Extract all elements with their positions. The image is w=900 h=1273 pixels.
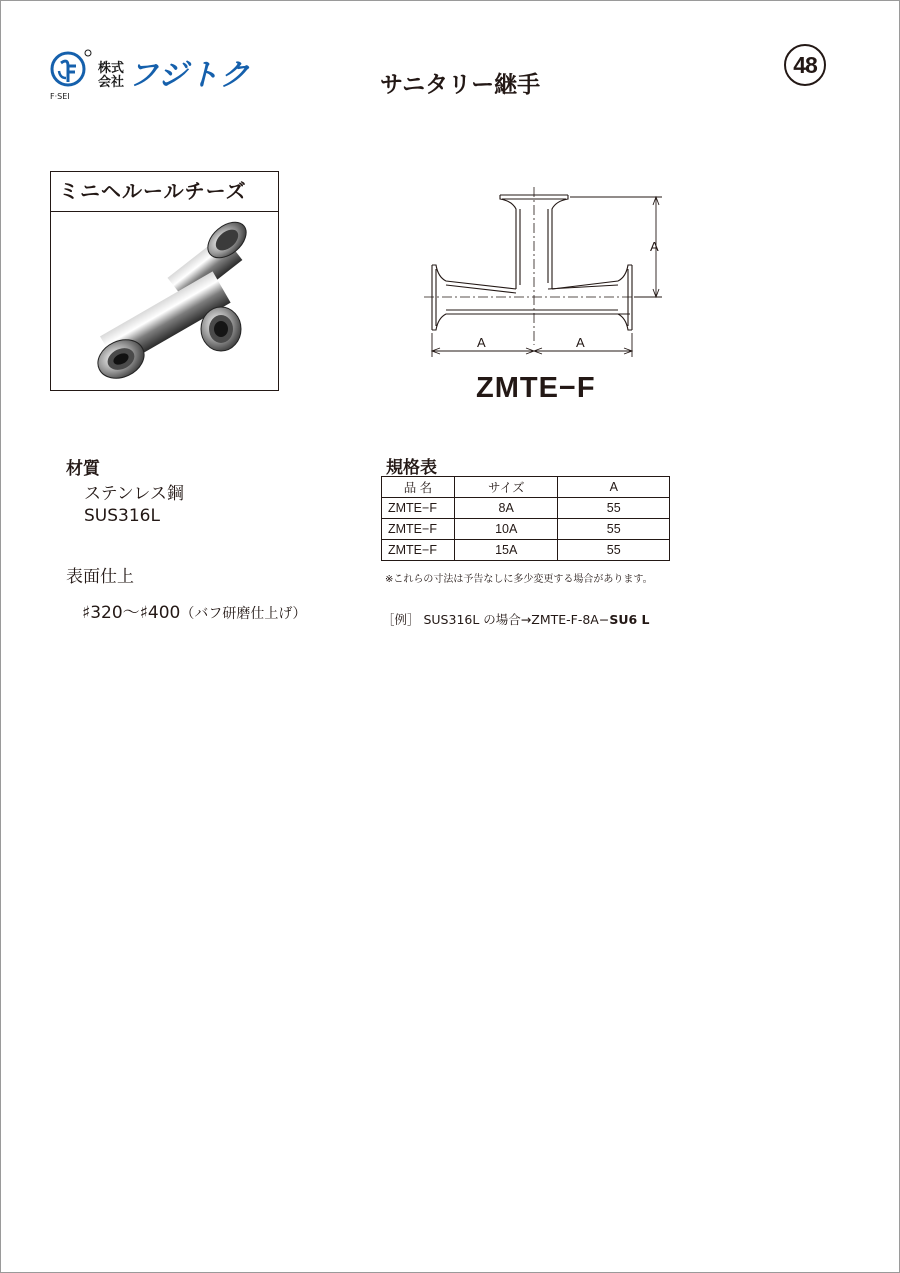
cell-a: 55	[558, 540, 670, 561]
material-line: SUS316L	[84, 506, 160, 526]
dimension-label-left: A	[477, 335, 486, 350]
cell-name: ZMTE−F	[382, 540, 455, 561]
finish-text	[82, 598, 306, 623]
example-suffix: SU6 L	[609, 612, 650, 627]
finish-heading: 表面仕上	[66, 567, 134, 587]
table-row	[382, 540, 670, 561]
material-heading: 材質	[66, 459, 100, 479]
cell-name: ZMTE−F	[382, 519, 455, 540]
spec-heading: 規格表	[386, 458, 437, 478]
finish-value: ♯320〜♯400	[82, 603, 181, 623]
cell-size: 8A	[454, 498, 558, 519]
table-row	[382, 519, 670, 540]
photo-caption: ミニヘルールチーズ	[51, 172, 278, 212]
cell-size: 15A	[454, 540, 558, 561]
dimension-label-vertical: A	[650, 239, 659, 254]
example-prefix: ［例］ SUS316L の場合→ZMTE-F-8A−	[382, 612, 610, 627]
logo-company-small: 株式会社	[98, 61, 125, 90]
finish-note: （バフ研磨仕上げ）	[180, 606, 307, 622]
column-header: サイズ	[454, 477, 558, 498]
company-logo	[48, 48, 278, 104]
dimension-label-right: A	[576, 335, 585, 350]
table-header-row	[382, 477, 670, 498]
model-label: ZMTE−F	[476, 372, 596, 404]
cell-a: 55	[558, 519, 670, 540]
spec-table	[381, 476, 670, 561]
column-header: 品 名	[382, 477, 455, 498]
page-number: 48	[784, 44, 826, 86]
column-header: A	[558, 477, 670, 498]
cell-name: ZMTE−F	[382, 498, 455, 519]
logo-company-name: フジトク	[128, 58, 251, 93]
product-photo-box	[50, 171, 279, 391]
material-text	[84, 483, 184, 527]
material-line: ステンレス鋼	[84, 484, 184, 504]
table-note: ※これらの寸法は予告なしに多少変更する場合があります。	[385, 574, 653, 585]
order-example	[382, 610, 650, 628]
tee-fitting-photo	[51, 212, 277, 390]
cell-a: 55	[558, 498, 670, 519]
cell-size: 10A	[454, 519, 558, 540]
table-row	[382, 498, 670, 519]
page-title: サニタリー継手	[380, 72, 541, 98]
dimension-drawing	[420, 185, 670, 365]
logo-sub-text: F·SEI	[50, 92, 70, 101]
